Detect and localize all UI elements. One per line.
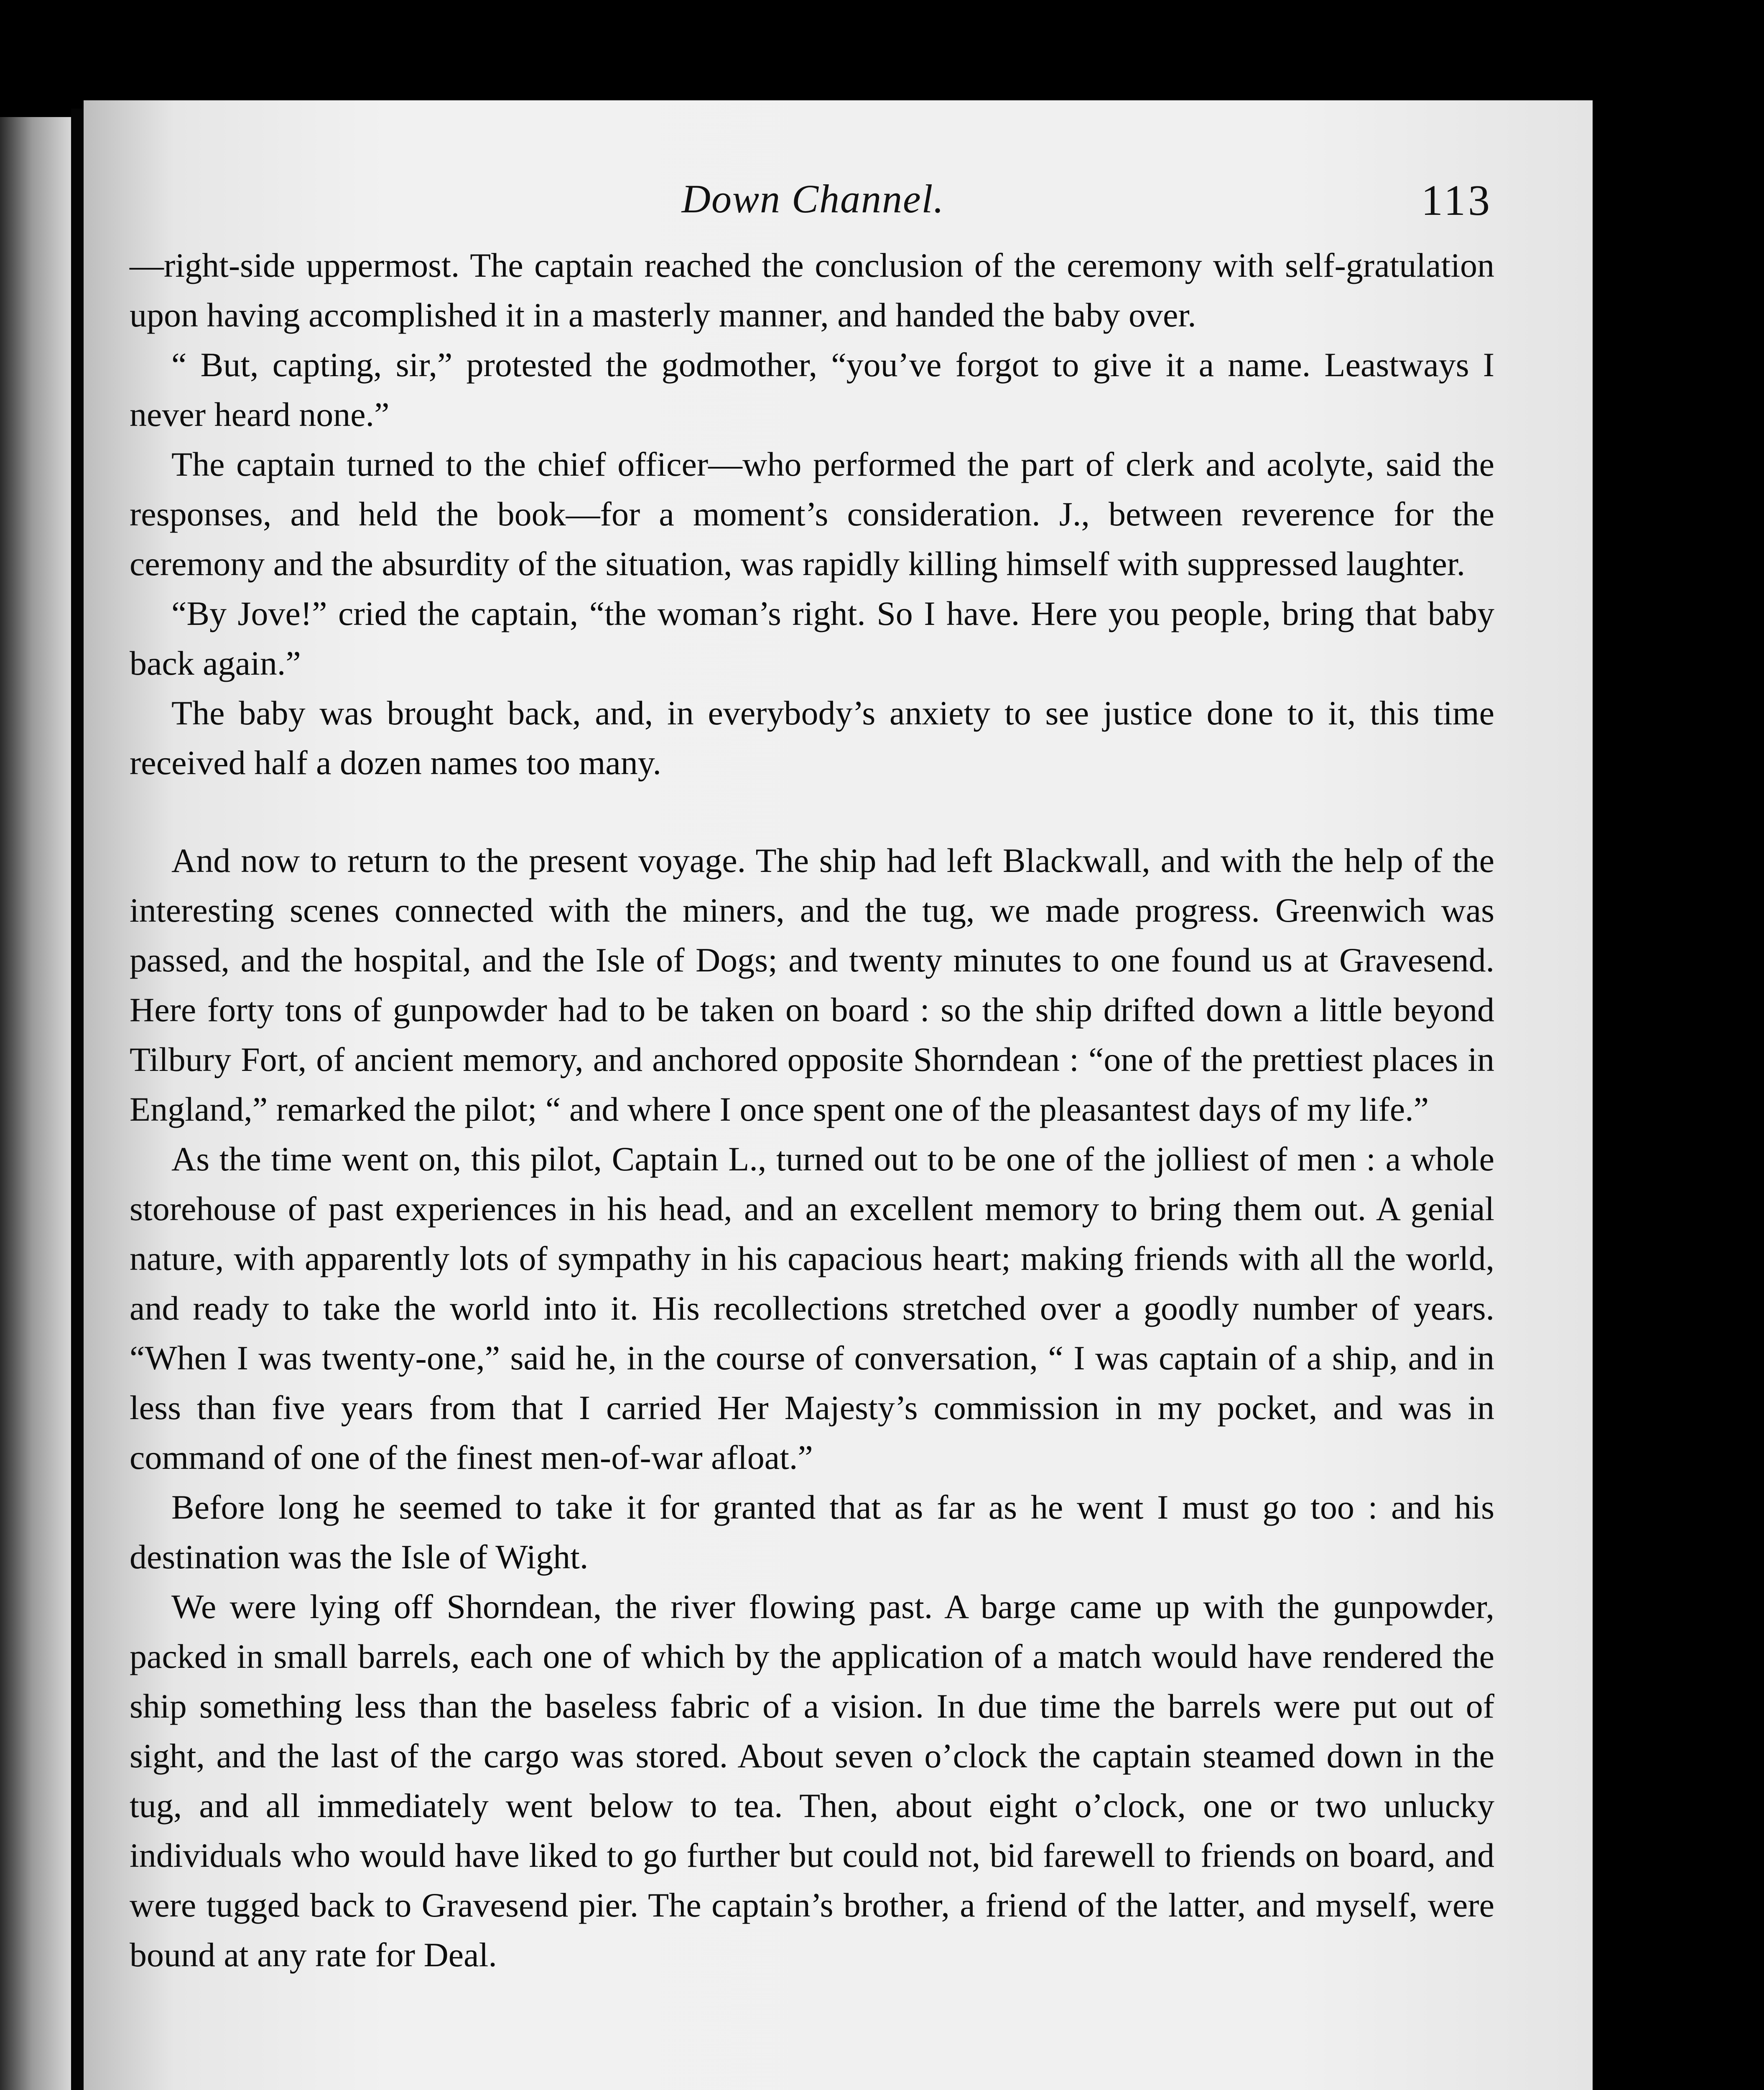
- paragraph-4: “By Jove!” cried the captain, “the woman’s right. So I have. Here you people, bring that baby back again.”: [130, 594, 1494, 682]
- running-head: [134, 176, 1492, 238]
- paragraph-7: As the time went on, this pilot, Captain L., turned out to be one of the jolliest of men : a whole storehouse of past experiences in his head, and an excellent memory to bring them out. A genial nature, with apparently lots of sympathy in his capacious heart; making friends with all the world, and ready to take the world into it. His recollections stretched over a goodly number of years. “When I was twenty-one,” said he, in the course of conversation, “ I was captain of a ship, and in less than five years from that I carried Her Majesty’s commission in my pocket, and was in command of one of the finest men-of-war afloat.”: [130, 1140, 1494, 1476]
- paragraph-2: “ But, capting, sir,” protested the godmother, “you’ve forgot to give it a name. Leastways I never heard none.”: [130, 346, 1494, 433]
- running-title: Down Channel.: [681, 176, 945, 221]
- paragraph-5: The baby was brought back, and, in everybody’s anxiety to see justice done to it, this time received half a dozen names too many.: [130, 694, 1494, 782]
- page-number: 113: [1421, 176, 1492, 224]
- previous-page-edge: [0, 117, 71, 2090]
- paragraph-6: And now to return to the present voyage. The ship had left Blackwall, and with the help of the interesting scenes connected with the miners, and the tug, we made progress. Greenwich was passed, and the hospital, and the Isle of Dogs; and twenty minutes to one found us at Gravesend. Here forty tons of gunpowder had to be taken on board : so the ship drifted down a little beyond Tilbury Fort, of ancient memory, and anchored opposite Shorndean : “one of the prettiest places in England,” remarked the pilot; “ and where I once spent one of the pleasantest days of my life.”: [130, 841, 1494, 1128]
- paragraph-1: —right-side uppermost. The captain reached the conclusion of the ceremony with self-gratulation upon having accomplished it in a masterly manner, and handed the baby over.: [130, 246, 1494, 334]
- paragraph-3: The captain turned to the chief officer—who performed the part of clerk and acolyte, said the responses, and held the book—for a moment’s consideration. J., between reverence for the ceremony and the absurdity of the situation, was rapidly killing himself with suppressed laughter.: [130, 445, 1494, 583]
- paragraph-8: Before long he seemed to take it for granted that as far as he went I must go too : and his destination was the Isle of Wight.: [130, 1488, 1494, 1576]
- body-text: [130, 240, 1494, 1980]
- paragraph-9: We were lying off Shorndean, the river flowing past. A barge came up with the gunpowder, packed in small barrels, each one of which by the application of a match would have rendered the ship something less than the baseless fabric of a vision. In due time the barrels were put out of sight, and the last of the cargo was stored. About seven o’clock the captain steamed down in the tug, and all immediately went below to tea. Then, about eight o’clock, one or two unlucky individuals who would have liked to go further but could not, bid farewell to friends on board, and were tugged back to Gravesend pier. The captain’s brother, a friend of the latter, and myself, were bound at any rate for Deal.: [130, 1588, 1494, 1974]
